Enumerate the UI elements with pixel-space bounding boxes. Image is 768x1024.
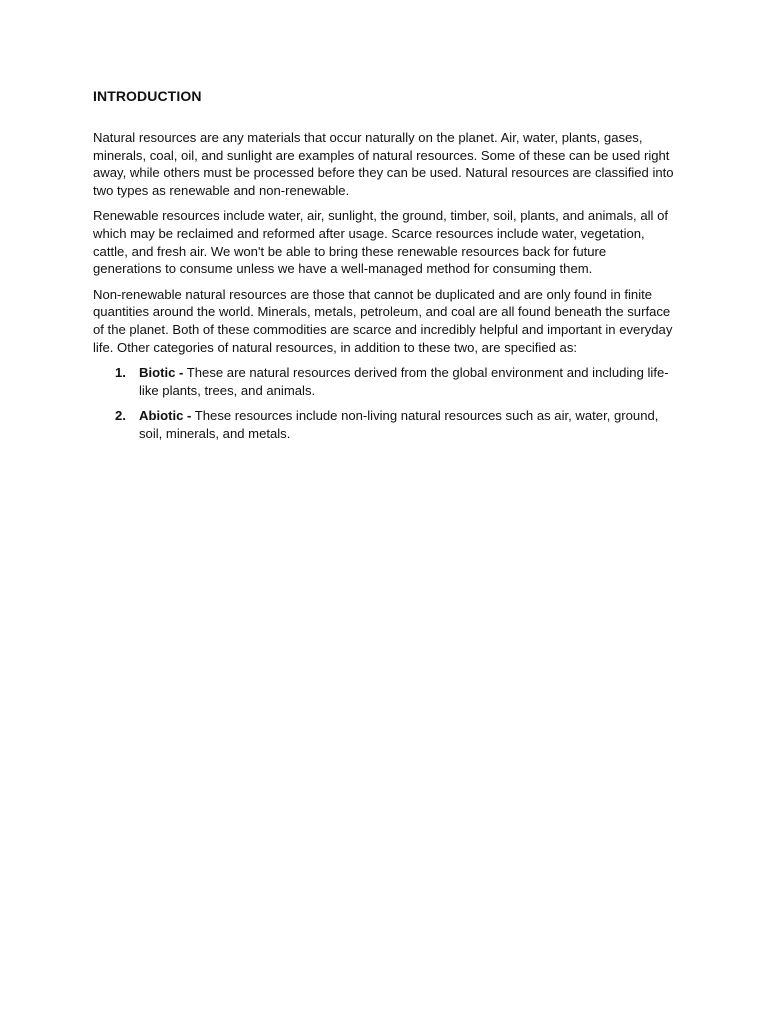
paragraph-natural-resources: Natural resources are any materials that occur naturally on the planet. Air, water, plants, gases, minerals, coal, oil, and sunlight are examples of natural resources. Some of these can be used right away, while others must be processed before they can be used. Natural resources are classified into two types as renewable and non-renewable. <box>93 130 674 198</box>
paragraph-non-renewable-resources: Non-renewable natural resources are those that cannot be duplicated and are only found in finite quantities around the world. Minerals, metals, petroleum, and coal are all found beneath the surface of the planet. Both of these commodities are scarce and incredibly helpful and important in everyday life. Other categories of natural resources, in addition to these two, are specified as: <box>93 286 673 355</box>
list-item-text: These resources include non-living natural resources such as air, water, ground, soil, minerals, and metals. <box>139 408 659 441</box>
paragraph-renewable-resources: Renewable resources include water, air, sunlight, the ground, timber, soil, plants, and animals, all of which may be reclaimed and reformed after usage. Scarce resources include water, vegetation, cattle, and fresh air. We won't be able to bring these renewable resources back for future generations to consume unless we have a well-managed method for consuming them. <box>93 208 668 277</box>
list-item-abiotic <box>93 407 675 442</box>
list-item-term: Biotic - <box>139 365 184 381</box>
list-item-biotic <box>93 364 675 399</box>
resource-category-list <box>93 364 675 442</box>
list-item-number: 1. <box>115 365 126 381</box>
section-heading: INTRODUCTION <box>93 88 202 104</box>
list-item-term: Abiotic - <box>139 408 192 424</box>
list-item-number: 2. <box>115 408 126 424</box>
document-body <box>93 86 675 451</box>
list-item-text: These are natural resources derived from the global environment and including life-like plants, trees, and animals. <box>139 365 669 398</box>
